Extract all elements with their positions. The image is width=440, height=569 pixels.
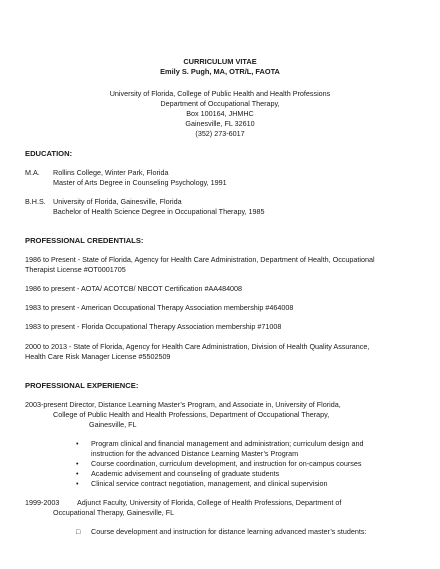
checkbox-bullet-icon: □ [76,527,81,536]
address-phone: (352) 273-6017 [195,129,245,138]
address-line-2: Department of Occupational Therapy, [160,99,280,108]
job-bullet: Course development and instruction for distance learning advanced master’s students: [91,527,367,536]
job-line: 2003-present Director, Distance Learning Master’s Program, and Associate in, University of Florida, [25,400,341,409]
job-bullet: Clinical service contract negotiation, management, and clinical supervision [91,479,328,488]
credential-item: 1986 to present - AOTA/ ACOTCB/ NBCOT Certification #AA484008 [25,284,243,293]
bullet-icon: • [76,439,79,448]
credential-item: 2000 to 2013 - State of Florida, Agency for Health Care Administration, Division of Health Quality Assurance, [25,342,370,351]
bullet-icon: • [76,469,79,478]
job-line: Gainesville, FL [89,420,137,429]
job-years: 1999-2003 [25,498,60,507]
education-detail: Bachelor of Health Science Degree in Occupational Therapy, 1985 [53,207,265,216]
job-bullet: Program clinical and financial management and administration; curriculum design and [91,439,364,448]
address-line-1: University of Florida, College of Public Health and Health Professions [109,89,331,98]
address-line-3: Box 100164, JHMHC [186,109,254,118]
job-line: College of Public Health and Health Professions, Department of Occupational Therapy, [53,410,330,419]
credential-item-cont: Health Care Risk Manager License #5502509 [25,352,171,361]
credential-item: 1983 to present - American Occupational Therapy Association membership #464008 [25,303,294,312]
job-bullet-cont: instruction for the advanced Distance Learning Master’s Program [91,449,299,458]
credential-item: 1983 to present - Florida Occupational Therapy Association membership #71008 [25,322,282,331]
document-title: CURRICULUM VITAE [183,57,257,66]
education-degree: M.A. [25,168,40,177]
education-heading: EDUCATION: [25,149,73,158]
credential-item-cont: Therapist License #OT0001705 [25,265,126,274]
education-school: Rollins College, Winter Park, Florida [53,168,169,177]
job-line: Occupational Therapy, Gainesville, FL [53,508,175,517]
education-degree: B.H.S. [25,197,46,206]
author-name: Emily S. Pugh, MA, OTR/L, FAOTA [160,67,280,76]
education-detail: Master of Arts Degree in Counseling Psychology, 1991 [53,178,227,187]
bullet-icon: • [76,459,79,468]
job-bullet: Academic advisement and counseling of graduate students [91,469,280,478]
credential-item: 1986 to Present - State of Florida, Agency for Health Care Administration, Department of Health, Occupational [25,255,375,264]
credentials-heading: PROFESSIONAL CREDENTIALS: [25,236,144,245]
job-bullet: Course coordination, curriculum development, and instruction for on-campus courses [91,459,362,468]
education-school: University of Florida, Gainesville, Florida [53,197,182,206]
address-line-4: Gainesville, FL 32610 [185,119,255,128]
bullet-icon: • [76,479,79,488]
experience-heading: PROFESSIONAL EXPERIENCE: [25,381,139,390]
job-line: Adjunct Faculty, University of Florida, College of Health Professions, Department of [77,498,342,507]
